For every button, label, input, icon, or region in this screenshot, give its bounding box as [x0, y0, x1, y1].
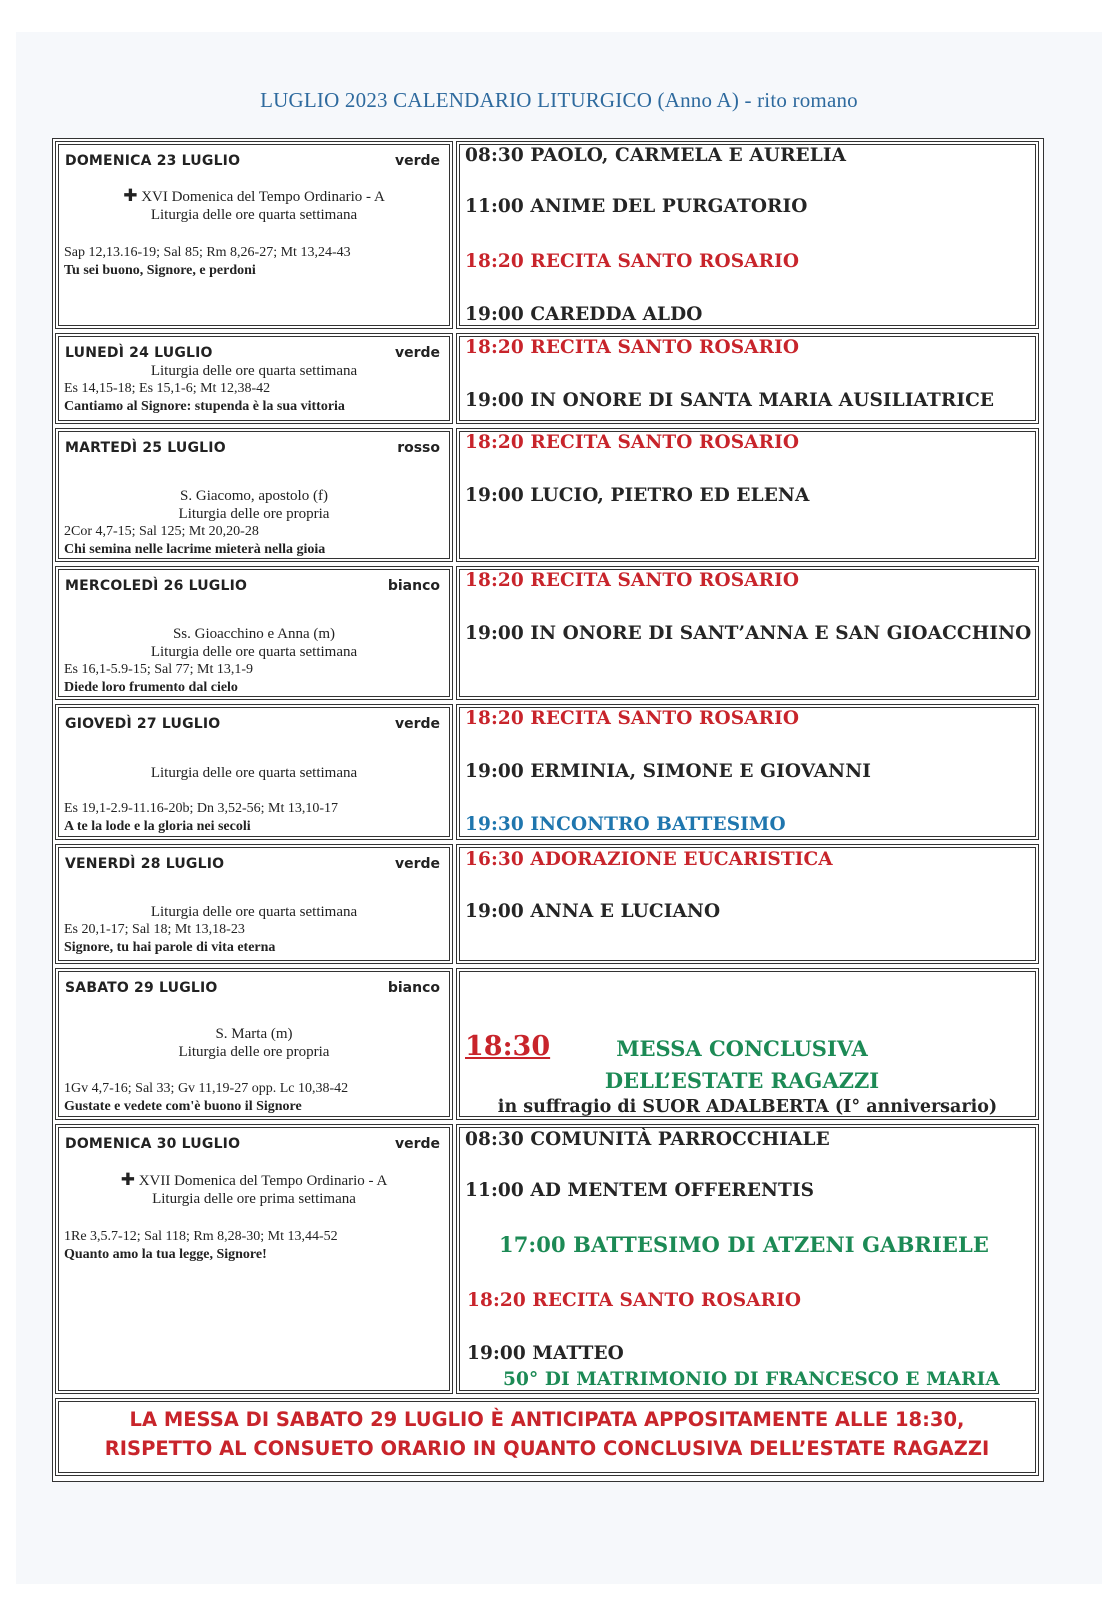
event-item: 08:30 COMUNITÀ PARROCCHIALE: [465, 1129, 830, 1150]
day-label: LUNEDÌ 24 LUGLIO: [65, 345, 213, 361]
day-label: SABATO 29 LUGLIO: [65, 980, 218, 996]
feast-name: XVI Domenica del Tempo Ordinario - A: [141, 189, 385, 205]
special-mass-title: [567, 1033, 917, 1097]
day-cell-sabato-29: [55, 968, 453, 1120]
feast-block: [56, 187, 452, 224]
event-item: 11:00 AD MENTEM OFFERENTIS: [465, 1180, 815, 1201]
event-item: 18:20 RECITA SANTO ROSARIO: [465, 708, 800, 729]
liturgy-hours: Liturgia delle ore quarta settimana: [150, 904, 358, 920]
day-cell-lunedi-24: [55, 333, 453, 424]
day-cell-domenica-30: [55, 1124, 453, 1394]
events-cell-domenica-23: [456, 141, 1039, 329]
liturgy-hours: Liturgia delle ore quarta settimana: [150, 363, 358, 379]
liturgical-color: verde: [394, 153, 440, 169]
day-label: VENERDÌ 28 LUGLIO: [65, 856, 225, 872]
psalm-response: Tu sei buono, Signore, e perdoni: [64, 263, 256, 278]
readings: Es 16,1-5.9-15; Sal 77; Mt 13,1-9: [64, 662, 253, 677]
feast-block: [56, 764, 452, 782]
event-item: 19:00 IN ONORE DI SANTA MARIA AUSILIATRICE: [465, 390, 995, 411]
day-label: GIOVEDÌ 27 LUGLIO: [65, 716, 221, 732]
events-cell-martedi-25: [456, 428, 1039, 562]
special-mass-time: 18:30: [465, 1031, 551, 1062]
liturgy-hours: Liturgia delle ore quarta settimana: [150, 765, 358, 781]
day-cell-venerdi-28: [55, 844, 453, 964]
readings-block: [64, 800, 446, 836]
events-cell-mercoledi-26: [456, 566, 1039, 700]
liturgy-hours: Liturgia delle ore propria: [178, 506, 330, 522]
day-cell-giovedi-27: [55, 704, 453, 840]
events-cell-sabato-29: [456, 968, 1039, 1120]
page-title: LUGLIO 2023 CALENDARIO LITURGICO (Anno A) - rito romano: [260, 88, 858, 112]
cross-icon: ✚: [120, 1170, 135, 1190]
event-item: 18:20 RECITA SANTO ROSARIO: [467, 1290, 802, 1311]
day-label: DOMENICA 30 LUGLIO: [65, 1136, 241, 1152]
notice-line2: RISPETTO AL CONSUETO ORARIO IN QUANTO CONCLUSIVA DELL’ESTATE RAGAZZI: [104, 1437, 990, 1460]
feast-block: [56, 903, 452, 921]
liturgical-color: bianco: [387, 578, 440, 594]
readings: Es 19,1-2.9-11.16-20b; Dn 3,52-56; Mt 13,10-17: [64, 801, 339, 816]
liturgical-color: verde: [394, 716, 440, 732]
event-item: 19:30 INCONTRO BATTESIMO: [465, 814, 786, 835]
event-item: 17:00 BATTESIMO DI ATZENI GABRIELE: [499, 1232, 989, 1257]
feast-block: [56, 362, 452, 380]
readings: Es 14,15-18; Es 15,1-6; Mt 12,38-42: [64, 381, 271, 396]
events-cell-lunedi-24: [456, 333, 1039, 424]
liturgical-color: rosso: [397, 440, 440, 456]
readings: 2Cor 4,7-15; Sal 125; Mt 20,20-28: [64, 524, 259, 539]
events-cell-domenica-30: [456, 1124, 1039, 1394]
readings-block: [64, 1080, 446, 1116]
notice-line1: LA MESSA DI SABATO 29 LUGLIO È ANTICIPATA APPOSITAMENTE ALLE 18:30,: [129, 1408, 965, 1431]
day-label: MARTEDÌ 25 LUGLIO: [65, 440, 226, 456]
day-cell-mercoledi-26: [55, 566, 453, 700]
liturgy-hours: Liturgia delle ore quarta settimana: [150, 644, 358, 660]
feast-block: [56, 1025, 452, 1061]
psalm-response: Signore, tu hai parole di vita eterna: [64, 940, 276, 955]
notice-banner: [55, 1398, 1039, 1476]
liturgical-color: bianco: [387, 980, 440, 996]
liturgical-color: verde: [394, 1136, 440, 1152]
day-label: DOMENICA 23 LUGLIO: [65, 153, 241, 169]
readings: 1Gv 4,7-16; Sal 33; Gv 11,19-27 opp. Lc 10,38-42: [64, 1081, 349, 1096]
psalm-response: Cantiamo al Signore: stupenda è la sua vittoria: [64, 399, 345, 414]
event-item: 19:00 CAREDDA ALDO: [465, 304, 703, 325]
event-item: 18:20 RECITA SANTO ROSARIO: [465, 570, 800, 591]
readings: Es 20,1-17; Sal 18; Mt 13,18-23: [64, 922, 245, 937]
day-label: MERCOLEDÌ 26 LUGLIO: [65, 578, 248, 594]
events-cell-giovedi-27: [456, 704, 1039, 840]
special-mass-line2: DELL’ESTATE RAGAZZI: [604, 1068, 880, 1093]
event-item: 19:00 LUCIO, PIETRO ED ELENA: [465, 485, 810, 506]
psalm-response: Diede loro frumento dal cielo: [64, 680, 238, 695]
events-cell-venerdi-28: [456, 844, 1039, 964]
readings-block: [64, 1228, 446, 1264]
psalm-response: Gustate e vedete com'è buono il Signore: [64, 1099, 302, 1114]
special-mass-intention: in suffragio di SUOR ADALBERTA (I° anniversario): [497, 1097, 998, 1117]
feast-name: S. Giacomo, apostolo (f): [180, 488, 328, 504]
liturgy-hours: Liturgia delle ore quarta settimana: [150, 207, 358, 223]
feast-name: Ss. Gioacchino e Anna (m): [172, 626, 336, 642]
event-item: 18:20 RECITA SANTO ROSARIO: [465, 432, 800, 453]
event-item: 11:00 ANIME DEL PURGATORIO: [465, 196, 808, 217]
event-item: 08:30 PAOLO, CARMELA E AURELIA: [465, 145, 847, 166]
event-item: 18:20 RECITA SANTO ROSARIO: [465, 251, 800, 272]
event-item: 19:00 ERMINIA, SIMONE E GIOVANNI: [465, 761, 871, 782]
liturgy-hours: Liturgia delle ore prima settimana: [152, 1191, 356, 1207]
event-item: 16:30 ADORAZIONE EUCARISTICA: [465, 849, 833, 870]
readings-block: [64, 244, 446, 280]
readings-block: [64, 661, 446, 697]
special-mass-line1: MESSA CONCLUSIVA: [616, 1036, 868, 1061]
psalm-response: Quanto amo la tua legge, Signore!: [64, 1247, 267, 1262]
liturgy-hours: Liturgia delle ore propria: [178, 1044, 330, 1060]
cross-icon: ✚: [123, 186, 138, 206]
event-item: 50° DI MATRIMONIO DI FRANCESCO E MARIA: [503, 1369, 1000, 1390]
event-item: 18:20 RECITA SANTO ROSARIO: [465, 337, 800, 358]
liturgical-color: verde: [394, 856, 440, 872]
psalm-response: A te la lode e la gloria nei secoli: [64, 819, 251, 834]
day-cell-domenica-23: [55, 141, 453, 329]
readings: Sap 12,13.16-19; Sal 85; Rm 8,26-27; Mt 13,24-43: [64, 245, 351, 260]
feast-name: S. Marta (m): [215, 1026, 293, 1042]
readings-block: [64, 921, 446, 957]
readings-block: [64, 523, 446, 559]
feast-block: [56, 625, 452, 661]
event-item: 19:00 ANNA E LUCIANO: [465, 901, 721, 922]
readings: 1Re 3,5.7-12; Sal 118; Rm 8,28-30; Mt 13,44-52: [64, 1229, 338, 1244]
day-cell-martedi-25: [55, 428, 453, 562]
feast-block: [56, 487, 452, 523]
readings-block: [64, 380, 446, 416]
event-item: 19:00 IN ONORE DI SANT’ANNA E SAN GIOACCHINO: [465, 623, 1032, 644]
liturgical-color: verde: [394, 345, 440, 361]
event-item: 19:00 MATTEO: [467, 1343, 624, 1364]
feast-name: XVII Domenica del Tempo Ordinario - A: [138, 1173, 388, 1189]
psalm-response: Chi semina nelle lacrime mieterà nella gioia: [64, 542, 326, 557]
feast-block: [56, 1171, 452, 1208]
